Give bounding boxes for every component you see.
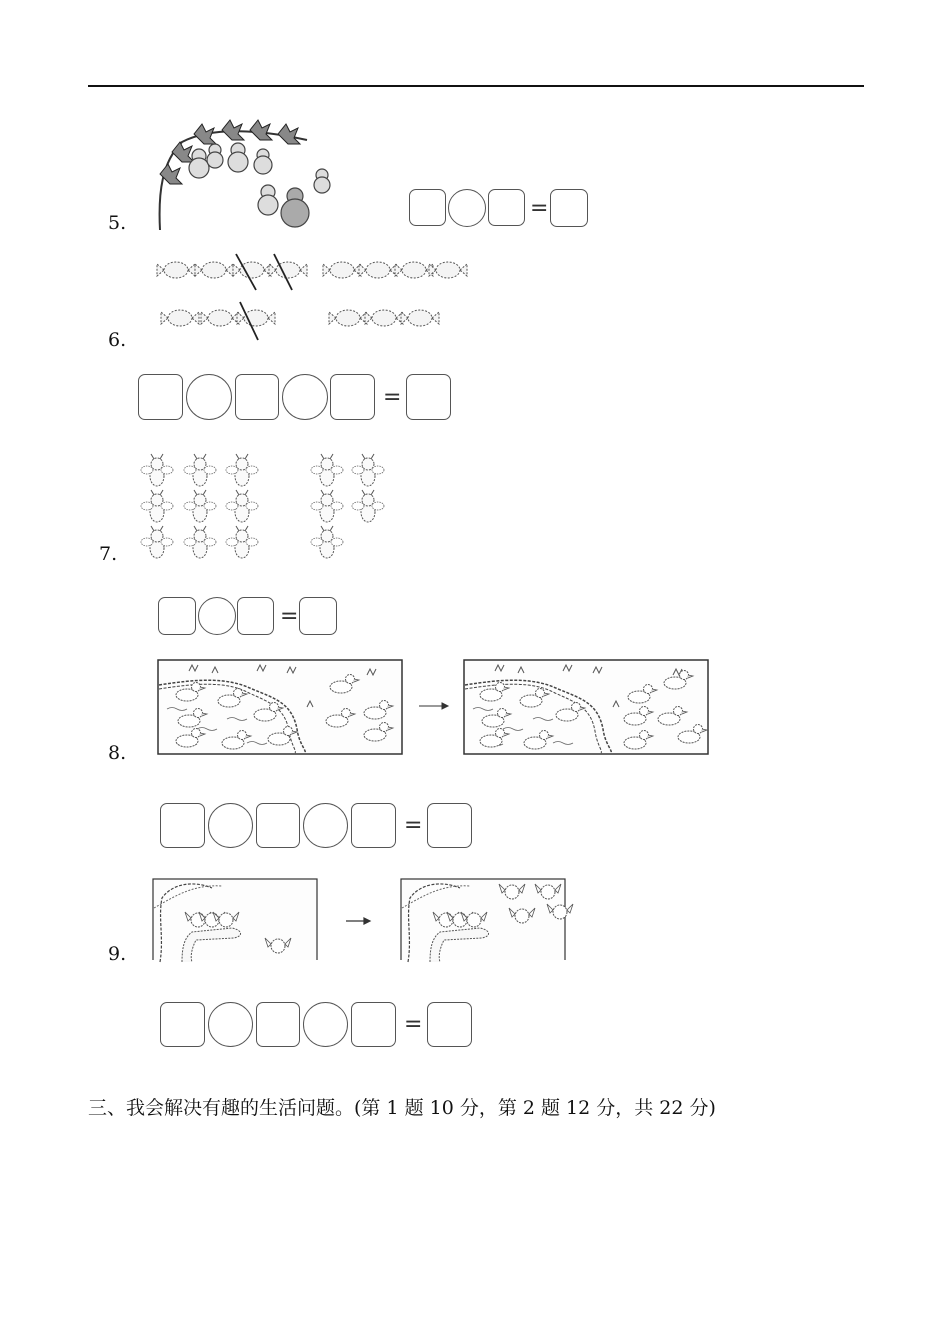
- answer-box[interactable]: [160, 1002, 205, 1047]
- birds-tree-before-after-picture: [152, 878, 598, 964]
- ducks-pond-before-after-picture: [157, 659, 709, 756]
- answer-box[interactable]: [235, 374, 279, 420]
- candies-crossed-out-picture: [152, 250, 462, 345]
- operator-circle[interactable]: [303, 803, 348, 848]
- answer-box[interactable]: [351, 803, 396, 848]
- gourd-vine-picture: [152, 112, 314, 234]
- answer-box[interactable]: [351, 1002, 396, 1047]
- section-three-title: 三、我会解决有趣的生活问题。(第 1 题 10 分，第 2 题 12 分，共 22 分): [88, 1097, 716, 1119]
- operator-circle[interactable]: [448, 189, 486, 227]
- question-8-number: 8.: [108, 742, 127, 764]
- result-box[interactable]: [427, 1002, 472, 1047]
- operator-circle[interactable]: [208, 803, 253, 848]
- operator-circle[interactable]: [186, 374, 232, 420]
- answer-box[interactable]: [256, 1002, 300, 1047]
- result-box[interactable]: [427, 803, 472, 848]
- question-6-number: 6.: [108, 329, 127, 351]
- equals-sign: =: [530, 196, 549, 221]
- result-box[interactable]: [299, 597, 337, 635]
- operator-circle[interactable]: [303, 1002, 348, 1047]
- answer-box[interactable]: [138, 374, 183, 420]
- question-9-number: 9.: [108, 943, 127, 965]
- answer-box[interactable]: [330, 374, 375, 420]
- result-box[interactable]: [406, 374, 451, 420]
- question-7-number: 7.: [99, 543, 118, 565]
- bees-picture: [138, 448, 388, 568]
- answer-box[interactable]: [488, 189, 525, 226]
- answer-box[interactable]: [237, 597, 274, 635]
- equals-sign: =: [280, 604, 299, 629]
- answer-box[interactable]: [256, 803, 300, 848]
- equals-sign: =: [404, 813, 423, 838]
- equals-sign: =: [404, 1012, 423, 1037]
- top-rule: [88, 85, 864, 87]
- equals-sign: =: [383, 385, 402, 410]
- answer-box[interactable]: [158, 597, 196, 635]
- operator-circle[interactable]: [208, 1002, 253, 1047]
- result-box[interactable]: [550, 189, 588, 227]
- answer-box[interactable]: [409, 189, 446, 226]
- operator-circle[interactable]: [198, 597, 236, 635]
- question-5-number: 5.: [108, 212, 127, 234]
- operator-circle[interactable]: [282, 374, 328, 420]
- answer-box[interactable]: [160, 803, 205, 848]
